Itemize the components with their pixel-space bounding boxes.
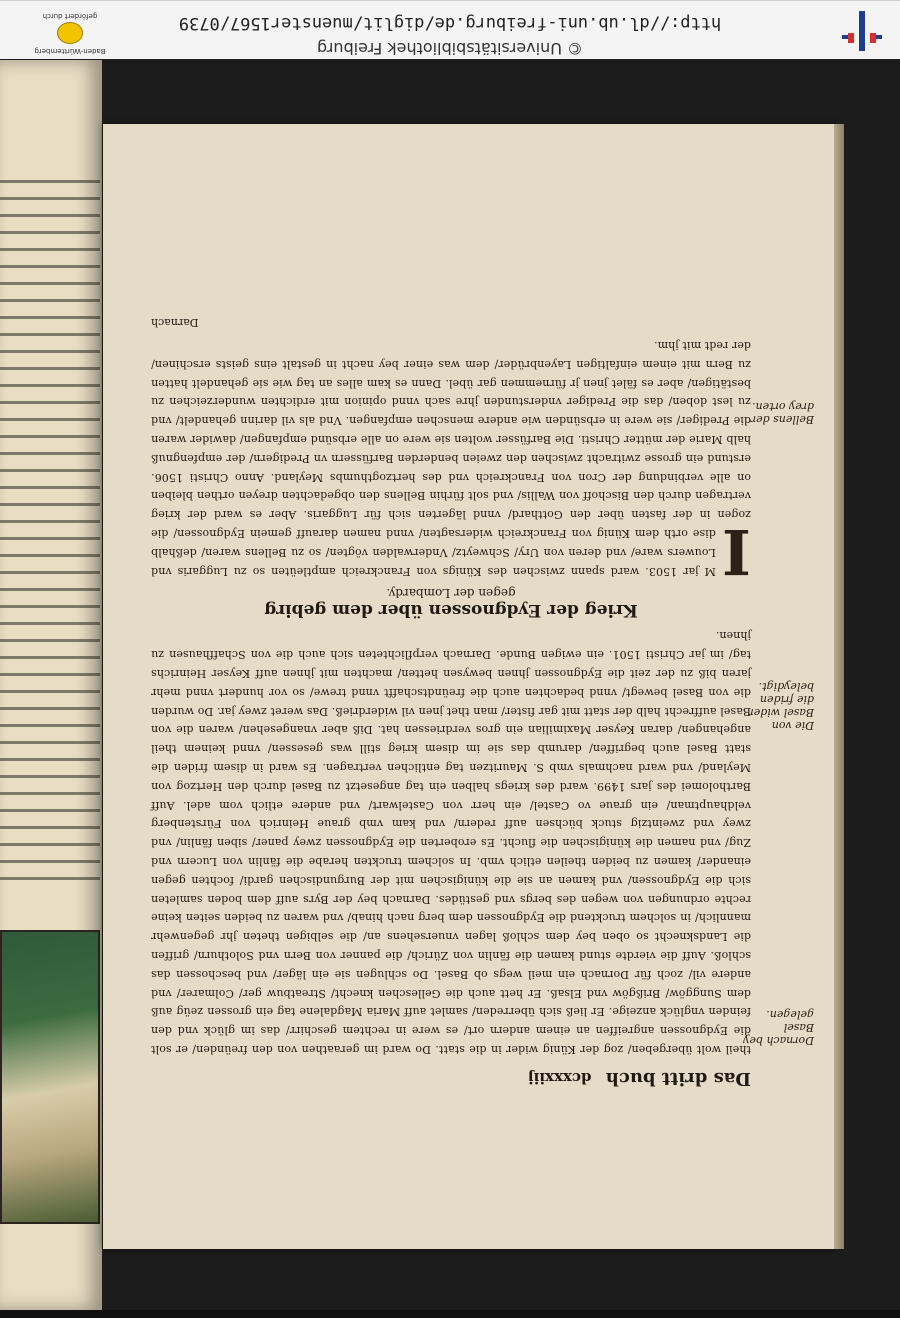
bottom-strip (0, 1310, 900, 1318)
page-text-block (151, 316, 751, 1089)
margin-note-bellens: Bellens der drey orten. (750, 400, 814, 426)
margin-note-dornach: Dornach bey Basel gelegen. (743, 1008, 814, 1047)
section-subheading: gegen der Lombardy. (386, 585, 516, 600)
baden-wuerttemberg-crest-icon (57, 22, 83, 44)
running-title: Das dritt buch (605, 1068, 751, 1089)
catchword: Darnach (151, 316, 199, 330)
drop-capital: I (721, 514, 751, 588)
section-heading: Krieg der Eydgnossen über dem gebirg (264, 599, 638, 620)
permalink-url[interactable]: http://dl.ub.uni-freiburg.de/diglit/muenster1567/0739 (178, 13, 722, 33)
funder-label-bottom: gefördert durch (42, 12, 98, 20)
left-page-text (0, 180, 100, 920)
viewer-header (0, 0, 900, 59)
page-edge (834, 124, 844, 1249)
margin-note-basel: Die von Basel wider die friden beleydigt. (748, 680, 814, 732)
ub-freiburg-logo-icon[interactable] (840, 9, 884, 53)
left-page (0, 60, 102, 1310)
paragraph-lombardy-text: M jar 1503. ward spann zwischen des Künigs von Franckreich amptleüten so zu Luggaris vnd Louwers ware/ vnd deren von Ury/ Schweytz/ Vnderwalden vögten/ so zu Bellens waren/ deßhalb dise orth dem Künig von Franckreich widersagten/ vnnd namen darauff gemein Eydgnossen/ die zogen in der fasten über den Gotthard/ vnnd lägerten sich für Luggaris. Aber es ward der krieg vertragen durch den Bischoff von Wallis/ vnd solt fürhin Bellens den obgedachten dreyen orthen bleiben on alle verbindung der Cron von Franckreich vnd des hertzogthumbs Meyland. Anno Christi 1506. erstund ein grosse zwitracht zwischen den zweien benderden Barfüssern vn Predigern/ der empfengnuß halb Marie der mütter Christi. Die Barfüsser wolten sie were on alle erbsünd empfangen/ dawider waren die Prediger/ sie were in erbsünden wie andere menschen empfangen. Vnd als vil darinn gehandelt/ vnd zu lest doben/ das die Prediger vnderstunden jhre sach vnnd opinion mit erdichten wunderzeichen zu bestätigen/ aber es fälet jnen jr fürnemmen gar übel. Dann es kam alles an tag wie sie gehandelt hatten zu Bern mit einem einfaltigen Layenbrüder/ dem was einer bey nacht in gestalt eins geists erschinen/ der redt mit jhm. (151, 339, 751, 578)
paragraph-dornach: theil wolt übergeben/ zog der Künig wider in die statt. Do ward im geraathen von den freünden/ er solt die Eydgnossen angreiffen an einem andern ort/ es were in rechtem geschirr/ das im glück vnd den feinden vnglück anzeige. Er ließ sich überreden/ samlet auff Maria Magdalene tag ein grossen zeüg auß dem Sunggöw/ Brißgöw vnd Elsaß. Er hett auch die Gelleschen knecht/ Streatbuw ger/ Colmarer/ vnd andere vil/ zoch für Dornach ein meil wegs ob Basel. Do schlugen sie ein läger/ vnd beschossen das schloß. Auff die vierdte stund kamen die fänlin von Zürich/ die panner von Bern vnd Solothurn/ griffen die Landsknecht so oben bey dem schloß lagen vnuersehens an/ die selbigen theten jhr gegenwehr mannlich/ in solchem trucktend die Eydgnossen dem berg nach hinab/ vnd waren zu beiden seiten keine rechte ordnungen von wegen des bergs vnd gestüdes. Darnach bey der Byrs auff dem boden samleten sich die Eydgnossen/ vnd kamen an sie die künigischen mit der Burgundischen gardi/ fochten gegen einander/ kamen zu beiden theilen etlich vmb. In solchem truckten herabe die fänlin von Lucern vnd Zug/ vnd namen die künigischen die flucht. Es eroberten die Eydgnossen zwey paner/ siben fänlin/ vnd zwey vnd zweintzig stuck büchsen auff redern/ vnd kam vmb graue Heinrich von Fürstenberg veldhauptman/ ein graue vo Castel/ ein herr von Castelwart/ vnd andere etlich vom adel. Auff Bartholomei des jars 1499. ward des kriegs halben ein tag angesetzt zu Basel durch den Hertzog von Meyland/ vnd ward nachmals vmb S. Mauritzen tag entlichen vertragen. Es ward in disem friden die statt Basel auch begriffen/ darumb das sie im disem krieg still was gesessen/ vnnd keinem theil angehangen/ daran Keyser Maximilian ein gros verdriessen hat. Diß aber vnangesehen/ waren die von Basel auffrecht halb der statt mit gar fister/ man thet jnen vil widerdrieß. Das weret zwey jar. Do wurden die von Basel bewegt/ vnnd bedachten auch die freündtschafft vnnd trewe/ so vor hundert vnnd mehr jaren biß zu der zeit die Eydgnossen jhnen bewysen hetten/ machten mit jhnen auff Keyser Heinrichs tag/ im jar Christi 1501. ein ewigen Bunde. Darnach verpflichteten sich auch die von Schaffhausen zu jhnen. (151, 629, 751, 1056)
woodcut-illustration (0, 930, 100, 1224)
folio-number: dcxxxiij (528, 1069, 592, 1087)
right-page (103, 124, 834, 1249)
funder-badge (30, 3, 110, 55)
paragraph-lombardy (151, 335, 751, 588)
funder-label-top: Baden-Württemberg (34, 47, 106, 55)
copyright-credit: © Universitätsbibliothek Freiburg (316, 39, 584, 58)
running-header (151, 1068, 751, 1089)
